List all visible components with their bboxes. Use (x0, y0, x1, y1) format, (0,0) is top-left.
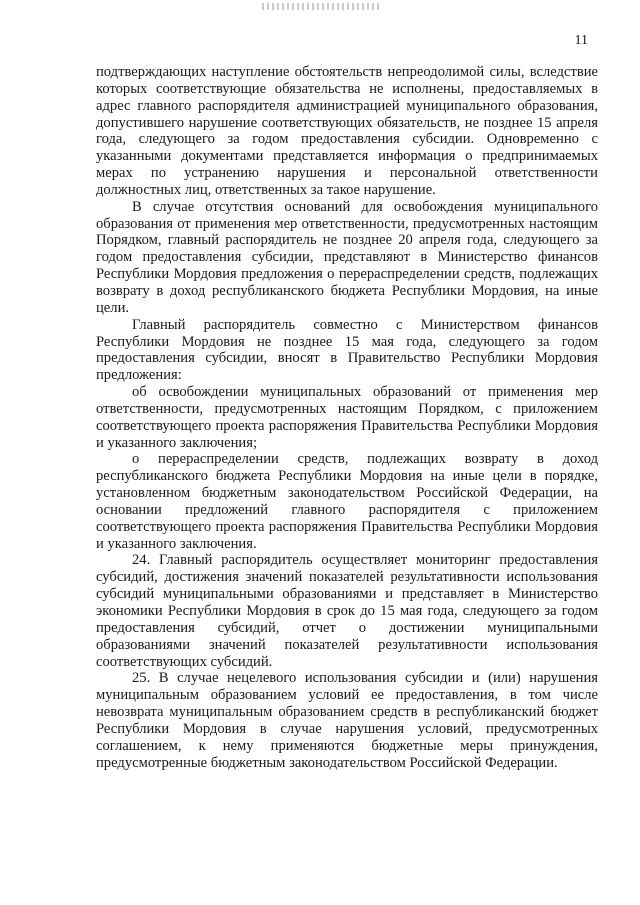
page-number: 11 (574, 33, 588, 48)
paragraph-item-24: 24. Главный распорядитель осуществляет мониторинг предоставления субсидий, достижения значений показателей результативности использования субсидий муниципальными образованиями и представляет в Министерство экономики Республики Мордовия в срок до 15 мая года, следующего за годом предоставления субсидий, отчет о достижении муниципальными образованиями значений показателей результативности использования соответствующих субсидий. (96, 552, 598, 670)
paragraph-proposal-exemption: об освобождении муниципальных образований от применения мер ответственности, предусмотренных настоящим Порядком, с приложением соответствующего проекта распоряжения Правительства Республики Мордовия и указанного заключения; (96, 384, 598, 451)
scan-artifact (262, 3, 380, 10)
paragraph-item-25: 25. В случае нецелевого использования субсидии и (или) нарушения муниципальным образованием условий ее предоставления, в том числе невозврата муниципальным образованием средств в республиканский бюджет Республики Мордовия в случае нарушения условий, предусмотренных соглашением, к нему применяются бюджетные меры принуждения, предусмотренные бюджетным законодательством Российской Федерации. (96, 670, 598, 771)
document-body (96, 64, 598, 771)
paragraph-proposals-intro: Главный распорядитель совместно с Министерством финансов Республики Мордовия не позднее 15 мая года, следующего за годом предоставления субсидии, вносят в Правительство Республики Мордовия предложения: (96, 316, 598, 384)
paragraph-no-grounds: В случае отсутствия оснований для освобождения муниципального образования от применения мер ответственности, предусмотренных настоящим Порядком, главный распорядитель не позднее 20 апреля года, следующего за годом предоставления субсидии, представляют в Министерство финансов Республики Мордовия предложения о перераспределении средств, подлежащих возврату в доход республиканского бюджета Республики Мордовия, на иные цели. (96, 198, 598, 316)
paragraph-proposal-redistribution: о перераспределении средств, подлежащих возврату в доход республиканского бюджета Республики Мордовия на иные цели в порядке, установленном бюджетным законодательством Российской Федерации, на основании предложений главного распорядителя с приложением соответствующего проекта распоряжения Правительства Республики Мордовия и указанного заключения. (96, 451, 598, 552)
paragraph-continuation: подтверждающих наступление обстоятельств непреодолимой силы, вследствие которых соответствующие обязательства не исполнены, предоставляемых в адрес главного распорядителя администрацией муниципального образования, допустившего нарушение соответствующих обязательств, не позднее 15 апреля года, следующего за годом предоставления субсидии. Одновременно с указанными документами представляется информация о предпринимаемых мерах по устранению нарушения и персональной ответственности должностных лиц, ответственных за такое нарушение. (96, 64, 598, 198)
